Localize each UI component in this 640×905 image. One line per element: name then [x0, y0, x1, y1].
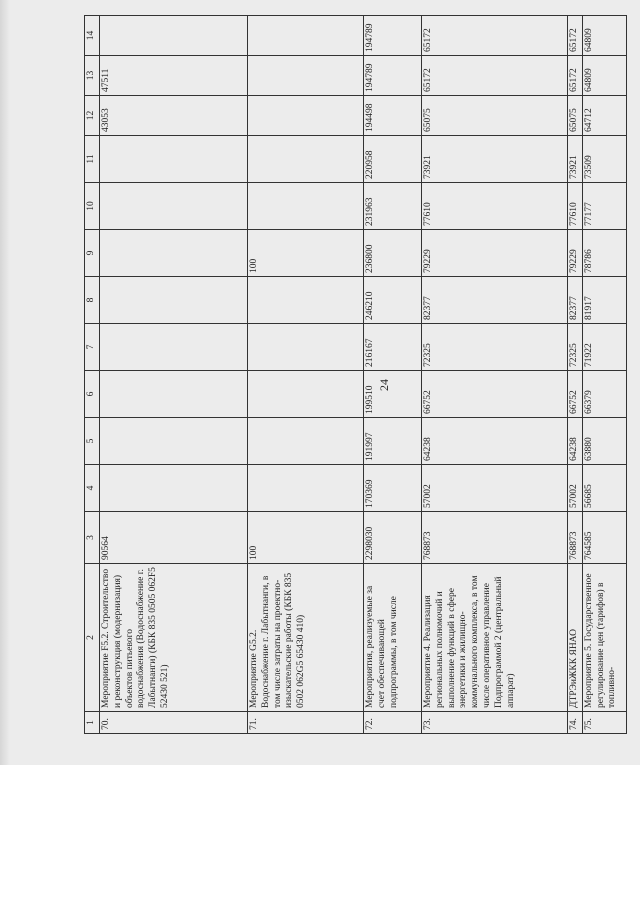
value-cell: 78786 — [582, 230, 626, 277]
value-cell — [248, 371, 364, 418]
value-cell: 64238 — [568, 418, 583, 465]
table-row — [248, 16, 364, 734]
value-cell: 66752 — [568, 371, 583, 418]
value-cell — [100, 465, 248, 512]
description-cell: Мероприятие 4. Реализация региональных полномочий и выполнение функций в сфере энергетики и жилищно-коммунального комплекса, в том числе оперативное управление Подпрограммой 2 (центральный аппарат) — [422, 564, 568, 712]
description-cell: Мероприятие F5.2. Строительство и реконструкция (модернизация) объектов питьевого водоснабжения (Водоснабжение г. Лабытнанги) (КБК 835 0505 062F5 52430 521) — [100, 564, 248, 712]
value-cell: 65075 — [422, 96, 568, 136]
value-cell: 81917 — [582, 277, 626, 324]
value-cell: 82377 — [568, 277, 583, 324]
value-cell: 82377 — [422, 277, 568, 324]
value-cell: 79229 — [568, 230, 583, 277]
description-cell: Мероприятия, реализуемые за счет обеспечивающей подпрограммы, в том числе — [364, 564, 422, 712]
value-cell: 216167 — [364, 324, 422, 371]
value-cell: 90564 — [100, 512, 248, 564]
value-cell — [248, 324, 364, 371]
page-number: 24 — [377, 379, 391, 391]
value-cell: 236800 — [364, 230, 422, 277]
value-cell: 77610 — [568, 183, 583, 230]
value-cell: 65172 — [568, 16, 583, 56]
value-cell: 246210 — [364, 277, 422, 324]
value-cell: 43053 — [100, 96, 248, 136]
value-cell: 64238 — [422, 418, 568, 465]
value-cell — [100, 324, 248, 371]
value-cell: 65172 — [422, 56, 568, 96]
value-cell: 73509 — [582, 136, 626, 183]
value-cell — [100, 371, 248, 418]
value-cell: 65172 — [568, 56, 583, 96]
scan-shadow — [0, 0, 10, 765]
row-number-cell: 74. — [568, 712, 583, 734]
table-row — [568, 16, 583, 734]
value-cell — [100, 418, 248, 465]
value-cell: 764585 — [582, 512, 626, 564]
value-cell — [248, 56, 364, 96]
value-cell: 194498 — [364, 96, 422, 136]
value-cell: 100 — [248, 512, 364, 564]
description-cell: Мероприятие 5. Государственное регулирование цен (тарифов) в топливно- — [582, 564, 626, 712]
value-cell: 77610 — [422, 183, 568, 230]
header-cell: 10 — [85, 183, 100, 230]
value-cell: 231963 — [364, 183, 422, 230]
header-cell: 12 — [85, 96, 100, 136]
table-row — [364, 16, 422, 734]
description-cell: Мероприятие G5.2. Водоснабжение г. Лабытнанги, в том числе затраты на проектно-изыскательские работы (КБК 835 0502 062G5 65430 410) — [248, 564, 364, 712]
value-cell — [100, 183, 248, 230]
value-cell: 199510 — [364, 371, 422, 418]
row-number-cell: 72. — [364, 712, 422, 734]
header-cell: 9 — [85, 230, 100, 277]
value-cell: 47511 — [100, 56, 248, 96]
value-cell: 79229 — [422, 230, 568, 277]
value-cell — [248, 16, 364, 56]
value-cell: 170369 — [364, 465, 422, 512]
value-cell — [248, 183, 364, 230]
header-cell: 11 — [85, 136, 100, 183]
value-cell: 64712 — [582, 96, 626, 136]
value-cell — [100, 277, 248, 324]
value-cell: 77177 — [582, 183, 626, 230]
value-cell: 66379 — [582, 371, 626, 418]
value-cell: 65172 — [422, 16, 568, 56]
value-cell: 65075 — [568, 96, 583, 136]
value-cell — [248, 465, 364, 512]
header-cell: 8 — [85, 277, 100, 324]
row-number-cell: 71. — [248, 712, 364, 734]
value-cell: 100 — [248, 230, 364, 277]
value-cell — [248, 418, 364, 465]
header-cell: 1 — [85, 712, 100, 734]
value-cell: 768873 — [422, 512, 568, 564]
value-cell: 73921 — [568, 136, 583, 183]
table-row — [100, 16, 248, 734]
value-cell — [248, 136, 364, 183]
row-number-cell: 75. — [582, 712, 626, 734]
rotated-table-container — [84, 23, 618, 734]
header-cell: 6 — [85, 371, 100, 418]
header-cell: 13 — [85, 56, 100, 96]
value-cell: 64809 — [582, 16, 626, 56]
value-cell: 194789 — [364, 16, 422, 56]
header-cell: 2 — [85, 564, 100, 712]
header-cell: 3 — [85, 512, 100, 564]
description-cell: ДТРЭиЖКК ЯНАО — [568, 564, 583, 712]
value-cell: 64809 — [582, 56, 626, 96]
value-cell: 2298030 — [364, 512, 422, 564]
row-number-cell: 73. — [422, 712, 568, 734]
value-cell: 768873 — [568, 512, 583, 564]
value-cell: 71922 — [582, 324, 626, 371]
value-cell: 63880 — [582, 418, 626, 465]
header-cell: 14 — [85, 16, 100, 56]
value-cell: 66752 — [422, 371, 568, 418]
value-cell — [248, 96, 364, 136]
row-number-cell: 70. — [100, 712, 248, 734]
value-cell: 220958 — [364, 136, 422, 183]
value-cell — [248, 277, 364, 324]
value-cell — [100, 16, 248, 56]
header-cell: 7 — [85, 324, 100, 371]
table-row — [582, 16, 626, 734]
value-cell — [100, 136, 248, 183]
data-table — [84, 15, 627, 734]
header-cell: 4 — [85, 465, 100, 512]
value-cell: 56685 — [582, 465, 626, 512]
value-cell: 72325 — [422, 324, 568, 371]
header-row — [85, 16, 100, 734]
value-cell — [100, 230, 248, 277]
header-cell: 5 — [85, 418, 100, 465]
value-cell: 57002 — [568, 465, 583, 512]
table-row — [422, 16, 568, 734]
value-cell: 73921 — [422, 136, 568, 183]
value-cell: 191997 — [364, 418, 422, 465]
value-cell: 194789 — [364, 56, 422, 96]
value-cell: 57002 — [422, 465, 568, 512]
value-cell: 72325 — [568, 324, 583, 371]
